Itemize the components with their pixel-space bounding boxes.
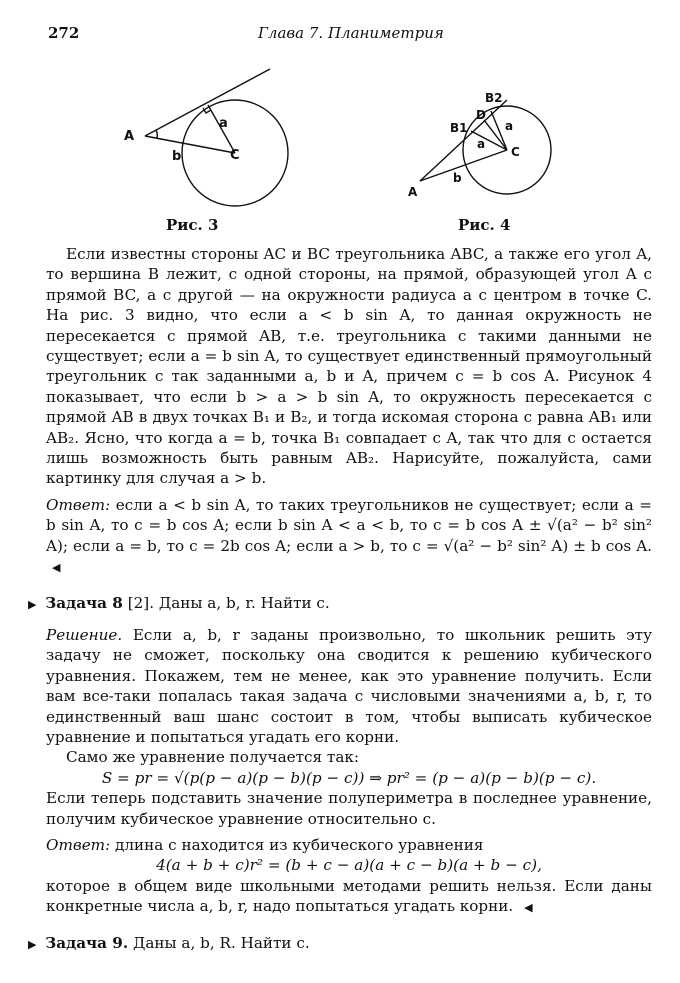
paragraph-substitution: Если теперь подставить значение полупериметра в последнее уравнение, получим кубическое уравнение относительно c. xyxy=(46,789,652,828)
task-8 xyxy=(28,593,652,615)
paragraph-final xyxy=(46,876,652,919)
answer-1 xyxy=(46,495,652,579)
task-arrow-icon-2: ▶ xyxy=(28,937,37,951)
fig4-label-A: A xyxy=(408,185,418,199)
fig4-line-AB xyxy=(420,100,507,181)
figure-3 xyxy=(118,62,293,220)
fig4-label-B2: B2 xyxy=(485,91,503,105)
answer-2 xyxy=(46,835,652,855)
fig4-label-D: D xyxy=(476,108,486,122)
page-number: 272 xyxy=(48,24,80,42)
figure-4-caption: Рис. 4 xyxy=(458,216,511,234)
task-9-text: Даны a, b, R. Найти c. xyxy=(132,933,310,952)
fig3-label-C: C xyxy=(230,148,240,163)
figure-4 xyxy=(405,88,555,208)
equation-1: S = pr = √(p(p − a)(p − b)(p − c)) ⇒ pr² = (p − a)(p − b)(p − c). xyxy=(101,768,597,787)
task-arrow-icon: ▶ xyxy=(28,597,37,611)
fig4-label-B1: B1 xyxy=(450,121,468,135)
figure-3-caption: Рис. 3 xyxy=(166,216,219,234)
fig4-label-a2: a xyxy=(477,137,486,151)
answer-2-text: длина c находится из кубического уравнения xyxy=(115,835,484,854)
main-text xyxy=(28,244,653,955)
fig3-label-b: b xyxy=(172,149,182,164)
derivation-intro: Само же уравнение получается так: xyxy=(66,748,359,767)
fig3-label-A: A xyxy=(124,129,135,144)
answer-1-text: если a < b sin A, то таких треугольников не существует; если a = b sin A, то c = b cos A; если b sin A < a < b, то c = b cos A ± √(a² − b² sin² A); если a = b, то c = 2b cos A; если a > b, то c = √(a² − b² sin² A) ± b cos A. xyxy=(46,495,653,555)
fig4-label-b: b xyxy=(453,171,462,185)
task-8-label: Задача 8 xyxy=(45,593,123,612)
fig3-line-AC xyxy=(145,136,235,153)
answer-2-label: Ответ: xyxy=(46,835,111,854)
paragraph-final-text: которое в общем виде школьными методами решить нельзя. Если даны конкретные числа a, b, r, надо попытаться угадать корни. xyxy=(46,876,652,916)
paragraph-1: Если известны стороны AC и BC треугольника ABC, а также его угол A, то вершина B лежит, с одной стороны, на прямой, образующей угол A с прямой BC, а с другой — на окружности радиуса a с центром в точке C. На рис. 3 видно, что если a < b sin A, то данная окружность не пересекается с прямой AB, т.е. треугольника с такими данными не существует; если a = b sin A, то существует единственный прямоугольный треугольник с так заданными a, b и A, причем c = b cos A. Рисунок 4 показывает, что если b > a > b sin A, то окружность пересекается с прямой AB в двух точках B₁ и B₂, и тогда искомая сторона c равна AB₁ или AB₂. Ясно, что когда a = b, точка B₁ совпадает с A, так что для c остается лишь возможность быть равным AB₂. Нарисуйте, пожалуйста, сами картинку для случая a > b. xyxy=(46,245,652,488)
fig4-line-CD xyxy=(484,120,507,150)
fig3-label-a: a xyxy=(219,116,228,131)
fig4-label-C: C xyxy=(511,145,520,159)
fig4-label-a1: a xyxy=(505,119,514,133)
solution-label: Решение. xyxy=(46,625,123,644)
task-9-label: Задача 9. xyxy=(45,933,129,952)
end-triangle-icon: ◀ xyxy=(52,561,61,575)
task-9 xyxy=(28,933,652,955)
solution-text: Если a, b, r заданы произвольно, то школьник решить эту задачу не сможет, поскольку она сводится к решению кубического уравнения. Покажем, тем не менее, как это уравнение получить. Если вам все-таки попалась такая задача с числовыми значениями a, b, r, то единственный ваш шанс состоит в том, чтобы выписать кубическое уравнение и попытаться угадать его корни. xyxy=(46,625,653,746)
solution xyxy=(46,625,652,747)
task-8-text: [2]. Даны a, b, r. Найти c. xyxy=(127,593,330,612)
chapter-title: Глава 7. Планиметрия xyxy=(258,24,444,42)
answer-1-label: Ответ: xyxy=(46,495,111,514)
equation-2: 4(a + b + c)r² = (b + c − a)(a + c − b)(a + b − c), xyxy=(156,856,542,875)
fig3-angle-arc xyxy=(156,130,157,138)
end-triangle-icon-2: ◀ xyxy=(524,901,533,915)
